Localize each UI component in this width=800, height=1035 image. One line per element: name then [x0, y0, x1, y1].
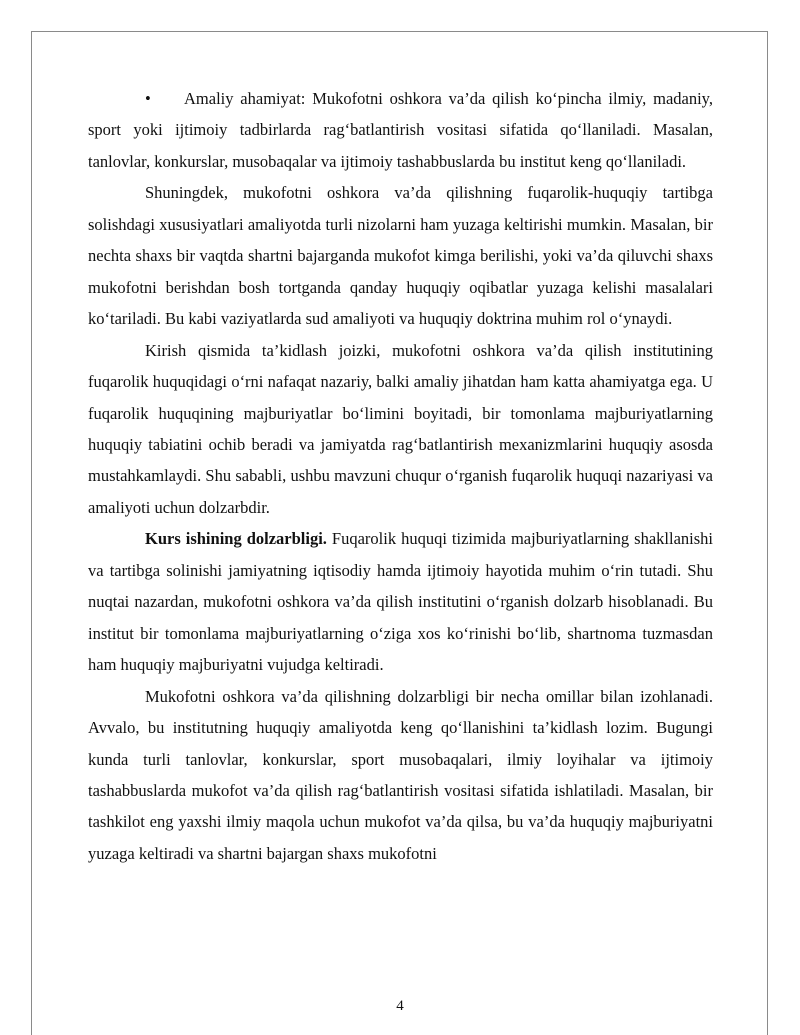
- bullet-list-item: [88, 83, 713, 177]
- document-body: [88, 83, 713, 869]
- paragraph-1-text: Shuningdek, mukofotni oshkora va’da qilishning fuqarolik-huquqiy tartibga solishdagi xususiyatlari amaliyotda turli nizolarni ham yuzaga keltirishi mumkin. Masalan, bir nechta shaxs bir vaqtda shartni bajarganda mukofot kimga berilishi, yoki va’da qiluvchi shaxs mukofotni berishdan bosh tortganda qanday huquqiy oqibatlar yuzaga kelishi masalalari ko‘tariladi. Bu kabi vaziyatlarda sud amaliyoti va huquqiy doktrina muhim rol o‘ynaydi.: [88, 183, 713, 329]
- paragraph-2: [88, 335, 713, 524]
- bullet-icon: •: [145, 89, 151, 108]
- paragraph-4: [88, 681, 713, 870]
- paragraph-3: [88, 523, 713, 680]
- section-heading-relevance: Kurs ishining dolzarbligi.: [145, 529, 327, 549]
- page-number: 4: [396, 998, 404, 1014]
- paragraph-1: [88, 177, 713, 334]
- paragraph-4-text: Mukofotni oshkora va’da qilishning dolzarbligi bir necha omillar bilan izohlanadi. Avvalo, bu institutning huquqiy amaliyotda keng qo‘llanishini ta’kidlash lozim. Bugungi kunda turli tanlovlar, konkurslar, sport musobaqalari, ilmiy loyihalar va ijtimoiy tashabbuslarda mukofot va’da qilish rag‘batlantirish vositasi sifatida ishlatiladi. Masalan, bir tashkilot eng yaxshi ilmiy maqola uchun mukofot va’da qilsa, bu va’da huquqiy majburiyatni yuzaga keltiradi va shartni bajargan shaxs mukofotni: [88, 686, 713, 863]
- paragraph-2-text: Kirish qismida ta’kidlash joizki, mukofotni oshkora va’da qilish institutining fuqarolik huquqidagi o‘rni nafaqat nazariy, balki amaliy jihatdan ham katta ahamiyatga ega. U fuqarolik huquqining majburiyatlar bo‘limini boyitadi, bir tomonlama majburiyatlarning huquqiy tabiatini ochib beradi va jamiyatda rag‘batlantirish mexanizmlarini huquqiy asosda mustahkamlaydi. Shu sababli, ushbu mavzuni chuqur o‘rganish fuqarolik huquqi nazariyasi va amaliyoti uchun dolzarbdir.: [88, 340, 713, 517]
- paragraph-3-text: Fuqarolik huquqi tizimida majburiyatlarning shakllanishi va tartibga solinishi jamiyatning iqtisodiy hamda ijtimoiy hayotida muhim o‘rin tutadi. Shu nuqtai nazardan, mukofotni oshkora va’da qilish institutini o‘rganish dolzarb hisoblanadi. Bu institut bir tomonlama majburiyatlarning o‘ziga xos ko‘rinishi bo‘lib, shartnoma tuzmasdan ham huquqiy majburiyatni vujudga keltiradi.: [88, 529, 714, 675]
- bullet-item-text: Amaliy ahamiyat: Mukofotni oshkora va’da qilish ko‘pincha ilmiy, madaniy, sport yoki ijtimoiy tadbirlarda rag‘batlantirish vositasi sifatida qo‘llaniladi. Masalan, tanlovlar, konkurslar, musobaqalar va ijtimoiy tashabbuslarda bu institut keng qo‘llaniladi.: [88, 89, 713, 171]
